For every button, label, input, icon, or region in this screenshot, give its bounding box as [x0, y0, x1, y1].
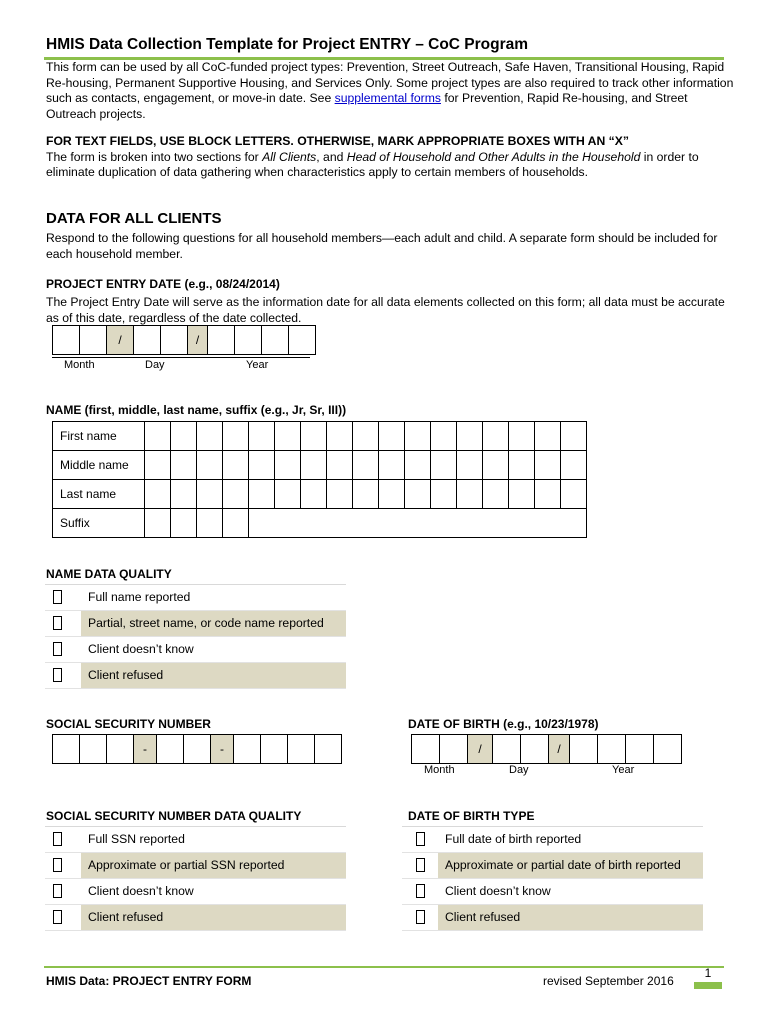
checkbox[interactable]	[53, 910, 62, 924]
dob-separator: /	[549, 735, 570, 764]
option-row[interactable]	[45, 879, 346, 905]
month-caption: Month	[64, 359, 95, 371]
option-label: Approximate or partial SSN reported	[81, 853, 346, 878]
letter-box[interactable]	[457, 451, 483, 480]
letter-box[interactable]	[249, 451, 275, 480]
option-label: Client refused	[438, 905, 703, 930]
letter-box[interactable]	[379, 451, 405, 480]
letter-box[interactable]	[301, 451, 327, 480]
letter-box[interactable]	[457, 422, 483, 451]
letter-box[interactable]	[509, 422, 535, 451]
name-row-label: First name	[53, 422, 145, 451]
letter-box[interactable]	[197, 480, 223, 509]
letter-box[interactable]	[171, 451, 197, 480]
letter-box[interactable]	[353, 451, 379, 480]
dob-digit-box[interactable]	[570, 735, 598, 764]
letter-box[interactable]	[457, 480, 483, 509]
option-label: Full date of birth reported	[445, 832, 582, 846]
instructions	[46, 134, 736, 181]
name-dq-options	[45, 584, 346, 689]
letter-box[interactable]	[301, 422, 327, 451]
option-row[interactable]	[45, 663, 346, 689]
letter-box[interactable]	[353, 422, 379, 451]
dob-digit-box[interactable]	[412, 735, 440, 764]
dob-digit-box[interactable]	[493, 735, 521, 764]
checkbox[interactable]	[416, 910, 425, 924]
option-row[interactable]	[45, 827, 346, 853]
name-row-label: Middle name	[53, 451, 145, 480]
option-label: Client doesn’t know	[445, 884, 551, 898]
page-title: HMIS Data Collection Template for Project ENTRY – CoC Program	[46, 36, 529, 53]
letter-box[interactable]	[249, 480, 275, 509]
letter-box[interactable]	[327, 480, 353, 509]
option-row[interactable]	[402, 879, 703, 905]
month-caption: Month	[424, 764, 455, 776]
option-label: Full name reported	[88, 590, 191, 604]
dob-type-label: DATE OF BIRTH TYPE	[408, 809, 535, 823]
option-row[interactable]	[45, 853, 346, 879]
all-clients-text: Respond to the following questions for all household members—each adult and child. A separate form should be included for each household member.	[46, 231, 718, 261]
footer-rule	[44, 966, 724, 968]
year-caption: Year	[612, 764, 635, 776]
date-digit-box[interactable]	[161, 326, 188, 355]
option-label: Approximate or partial date of birth reported	[438, 853, 703, 878]
date-separator: /	[107, 326, 134, 355]
name-dq-label: NAME DATA QUALITY	[46, 567, 172, 581]
option-row[interactable]	[402, 853, 703, 879]
letter-box[interactable]	[223, 480, 249, 509]
ssn-dash: -	[134, 735, 157, 764]
date-digit-box[interactable]	[134, 326, 161, 355]
letter-box[interactable]	[535, 480, 561, 509]
letter-box[interactable]	[379, 480, 405, 509]
letter-box[interactable]	[171, 509, 197, 538]
letter-box[interactable]	[431, 480, 457, 509]
option-label: Client doesn’t know	[88, 642, 194, 656]
date-digit-box[interactable]	[53, 326, 80, 355]
checkbox[interactable]	[416, 832, 425, 846]
year-caption: Year	[246, 359, 269, 371]
letter-box[interactable]	[561, 451, 587, 480]
checkbox[interactable]	[53, 832, 62, 846]
checkbox[interactable]	[416, 884, 425, 898]
letter-box[interactable]	[275, 451, 301, 480]
checkbox[interactable]	[53, 616, 62, 630]
name-label: NAME (first, middle, last name, suffix (e.g., Jr, Sr, III))	[46, 403, 347, 417]
checkbox[interactable]	[53, 590, 62, 604]
section-heading-all-clients: DATA FOR ALL CLIENTS	[46, 210, 222, 227]
name-row-last	[53, 480, 587, 509]
ssn-digit-box[interactable]	[261, 735, 288, 764]
letter-box[interactable]	[145, 480, 171, 509]
option-row[interactable]	[402, 905, 703, 931]
letter-box[interactable]	[249, 422, 275, 451]
option-label: Client doesn’t know	[88, 884, 194, 898]
option-row[interactable]	[45, 637, 346, 663]
date-separator: /	[188, 326, 208, 355]
letter-box[interactable]	[197, 451, 223, 480]
footer-title: HMIS Data: PROJECT ENTRY FORM	[46, 974, 252, 988]
dob-digit-box[interactable]	[521, 735, 549, 764]
name-row-label: Suffix	[53, 509, 145, 538]
letter-box[interactable]	[171, 480, 197, 509]
ssn-digit-box[interactable]	[53, 735, 80, 764]
letter-box[interactable]	[561, 422, 587, 451]
checkbox[interactable]	[53, 858, 62, 872]
ssn-digit-box[interactable]	[107, 735, 134, 764]
date-digit-box[interactable]	[235, 326, 262, 355]
option-row[interactable]	[45, 585, 346, 611]
option-row[interactable]	[45, 905, 346, 931]
date-digit-box[interactable]	[80, 326, 107, 355]
letter-box[interactable]	[301, 480, 327, 509]
letter-box[interactable]	[327, 451, 353, 480]
dob-captions	[411, 764, 681, 778]
ssn-dq-label: SOCIAL SECURITY NUMBER DATA QUALITY	[46, 809, 302, 823]
option-label: Client refused	[81, 905, 346, 930]
ssn-digit-box[interactable]	[288, 735, 315, 764]
supplemental-forms-link[interactable]: supplemental forms	[334, 91, 441, 105]
letter-box[interactable]	[379, 422, 405, 451]
page-number-bar	[694, 982, 722, 989]
ssn-digit-box[interactable]	[157, 735, 184, 764]
suffix-blank	[249, 509, 587, 538]
intro-paragraph	[46, 60, 736, 122]
option-label: Partial, street name, or code name reported	[81, 611, 346, 636]
checkbox[interactable]	[53, 642, 62, 656]
letter-box[interactable]	[171, 422, 197, 451]
letter-box[interactable]	[145, 451, 171, 480]
name-grid[interactable]	[52, 421, 587, 538]
letter-box[interactable]	[431, 422, 457, 451]
dob-type-options	[402, 826, 703, 931]
entry-date-captions	[52, 357, 310, 372]
letter-box[interactable]	[223, 509, 249, 538]
page-number: 1	[704, 966, 712, 980]
name-row-suffix	[53, 509, 587, 538]
letter-box[interactable]	[431, 451, 457, 480]
date-digit-box[interactable]	[208, 326, 235, 355]
letter-box[interactable]	[145, 422, 171, 451]
letter-box[interactable]	[275, 422, 301, 451]
ssn-digit-box[interactable]	[184, 735, 211, 764]
letter-box[interactable]	[483, 422, 509, 451]
letter-box[interactable]	[509, 480, 535, 509]
dob-separator: /	[468, 735, 493, 764]
letter-box[interactable]	[223, 451, 249, 480]
name-row-first	[53, 422, 587, 451]
letter-box[interactable]	[353, 480, 379, 509]
letter-box[interactable]	[405, 451, 431, 480]
dob-digit-box[interactable]	[440, 735, 468, 764]
option-row[interactable]	[402, 827, 703, 853]
checkbox[interactable]	[53, 668, 62, 682]
ssn-label: SOCIAL SECURITY NUMBER	[46, 717, 211, 731]
option-row[interactable]	[45, 611, 346, 637]
letter-box[interactable]	[197, 509, 223, 538]
day-caption: Day	[509, 764, 529, 776]
letter-box[interactable]	[145, 509, 171, 538]
name-row-middle	[53, 451, 587, 480]
dob-label: DATE OF BIRTH (e.g., 10/23/1978)	[408, 717, 599, 731]
entry-date-label: PROJECT ENTRY DATE (e.g., 08/24/2014)	[46, 277, 280, 291]
intro-text: This form can be used by all CoC-funded project types: Prevention, Street Outreach, Safe Haven, Transitional Housing, Rapid Re-housing, Permanent Supportive Housing, and Services Only. Some project types are also required to track other information such as contacts, engagement, or move-in date. See	[46, 60, 734, 105]
option-label: Full SSN reported	[88, 832, 185, 846]
letter-box[interactable]	[535, 451, 561, 480]
letter-box[interactable]	[275, 480, 301, 509]
checkbox[interactable]	[53, 884, 62, 898]
date-digit-box[interactable]	[262, 326, 289, 355]
letter-box[interactable]	[509, 451, 535, 480]
instructions-caps: FOR TEXT FIELDS, USE BLOCK LETTERS. OTHERWISE, MARK APPROPRIATE BOXES WITH AN “X”	[46, 134, 629, 148]
entry-date-text: The Project Entry Date will serve as the information date for all data elements collected on this form; all data must be accurate as of this date, regardless of the date collected.	[46, 295, 725, 325]
entry-date-boxes[interactable]	[52, 325, 316, 355]
ssn-boxes[interactable]	[52, 734, 342, 764]
letter-box[interactable]	[483, 480, 509, 509]
checkbox[interactable]	[416, 858, 425, 872]
ssn-digit-box[interactable]	[80, 735, 107, 764]
letter-box[interactable]	[327, 422, 353, 451]
dob-digit-box[interactable]	[654, 735, 682, 764]
day-caption: Day	[145, 359, 165, 371]
intro-text-end: for Prevention, Rapid Re-housing, and Street Outreach projects.	[46, 91, 688, 121]
letter-box[interactable]	[561, 480, 587, 509]
ssn-digit-box[interactable]	[234, 735, 261, 764]
option-label: Client refused	[81, 663, 346, 688]
letter-box[interactable]	[223, 422, 249, 451]
instructions-text: The form is broken into two sections for All Clients, and Head of Household and Other Adults in the Household in order to eliminate duplication of data gathering when characteristics apply to certain members of households.	[46, 149, 699, 179]
letter-box[interactable]	[483, 451, 509, 480]
letter-box[interactable]	[535, 422, 561, 451]
ssn-dq-options	[45, 826, 346, 931]
letter-box[interactable]	[405, 480, 431, 509]
name-row-label: Last name	[53, 480, 145, 509]
footer-revised: revised September 2016	[543, 974, 674, 988]
letter-box[interactable]	[197, 422, 223, 451]
dob-boxes[interactable]	[411, 734, 682, 764]
dob-digit-box[interactable]	[598, 735, 626, 764]
dob-digit-box[interactable]	[626, 735, 654, 764]
ssn-digit-box[interactable]	[315, 735, 342, 764]
ssn-dash: -	[211, 735, 234, 764]
letter-box[interactable]	[405, 422, 431, 451]
date-digit-box[interactable]	[289, 326, 316, 355]
